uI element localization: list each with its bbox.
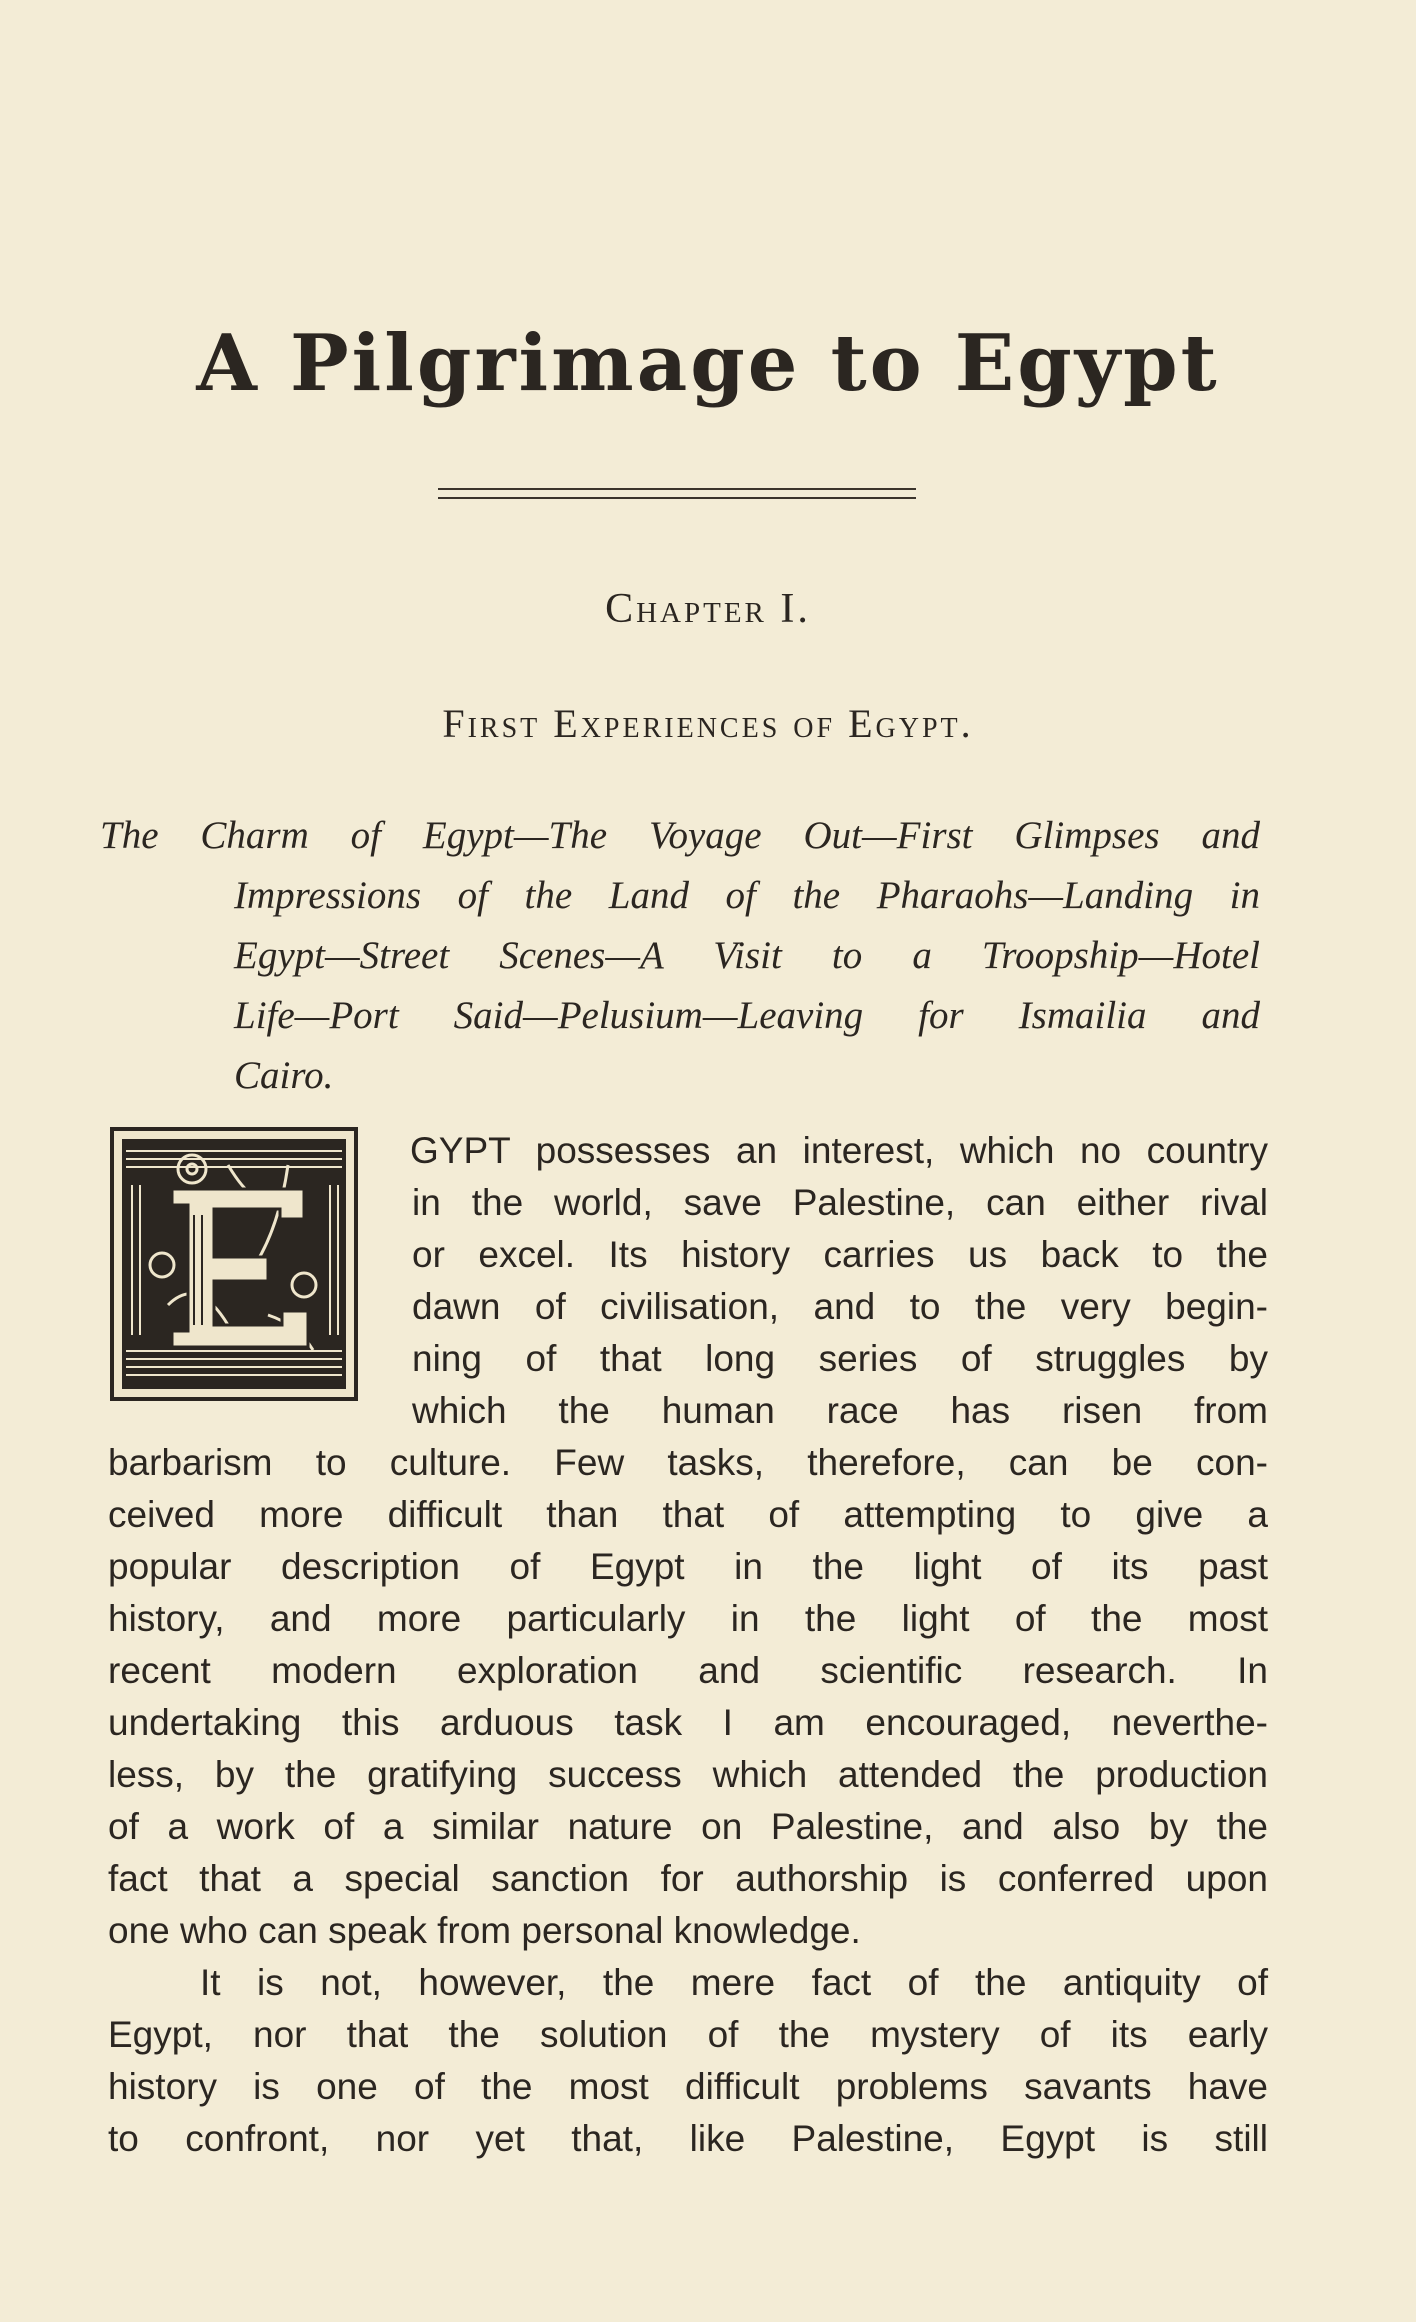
body-line: dawn of civilisation, and to the very begin- [412, 1286, 1268, 1327]
rule-line-bottom [438, 497, 916, 499]
body-line: history, and more particularly in the light of the most [108, 1598, 1268, 1639]
chapter-body [108, 1125, 1268, 2165]
body-line: to confront, nor yet that, like Palestine, Egypt is still [108, 2118, 1268, 2159]
body-line: one who can speak from personal knowledge. [108, 1910, 861, 1951]
body-line: which the human race has risen from [412, 1390, 1268, 1431]
body-line: recent modern exploration and scientific research. In [108, 1650, 1268, 1691]
synopsis-line: Impressions of the Land of the Pharaohs—Landing in [234, 874, 1260, 917]
chapter-synopsis [100, 806, 1260, 1106]
body-line: popular description of Egypt in the light of its past [108, 1546, 1268, 1587]
body-line: Egypt, nor that the solution of the mystery of its early [108, 2014, 1268, 2055]
body-line: ning of that long series of struggles by [412, 1338, 1268, 1379]
book-title: A Pilgrimage to Egypt [196, 318, 1220, 409]
chapter-subtitle: First Experiences of Egypt. [442, 701, 974, 746]
body-line: of a work of a similar nature on Palestine, and also by the [108, 1806, 1268, 1847]
synopsis-line: Life—Port Said—Pelusium—Leaving for Ismailia and [234, 994, 1260, 1037]
drop-cap-letter: E [108, 1125, 109, 1126]
body-line: fact that a special sanction for authorship is conferred upon [108, 1858, 1268, 1899]
body-line: It is not, however, the mere fact of the antiquity of [200, 1962, 1268, 2003]
synopsis-line: Egypt—Street Scenes—A Visit to a Troopship—Hotel [234, 934, 1260, 977]
body-line: less, by the gratifying success which attended the production [108, 1754, 1268, 1795]
body-line: undertaking this arduous task I am encouraged, neverthe- [108, 1702, 1268, 1743]
body-line: barbarism to culture. Few tasks, therefore, can be con- [108, 1442, 1268, 1483]
title-double-rule [438, 488, 916, 499]
synopsis-line: Cairo. [234, 1054, 334, 1097]
rule-line-top [438, 488, 916, 490]
body-line: GYPT possesses an interest, which no country [410, 1130, 1268, 1171]
body-line: ceived more difficult than that of attempting to give a [108, 1494, 1268, 1535]
chapter-heading: Chapter I. [605, 586, 811, 632]
body-line: history is one of the most difficult problems savants have [108, 2066, 1268, 2107]
synopsis-line: The Charm of Egypt—The Voyage Out—First Glimpses and [100, 814, 1260, 857]
body-line: or excel. Its history carries us back to the [412, 1234, 1268, 1275]
body-line: in the world, save Palestine, can either rival [412, 1182, 1268, 1223]
